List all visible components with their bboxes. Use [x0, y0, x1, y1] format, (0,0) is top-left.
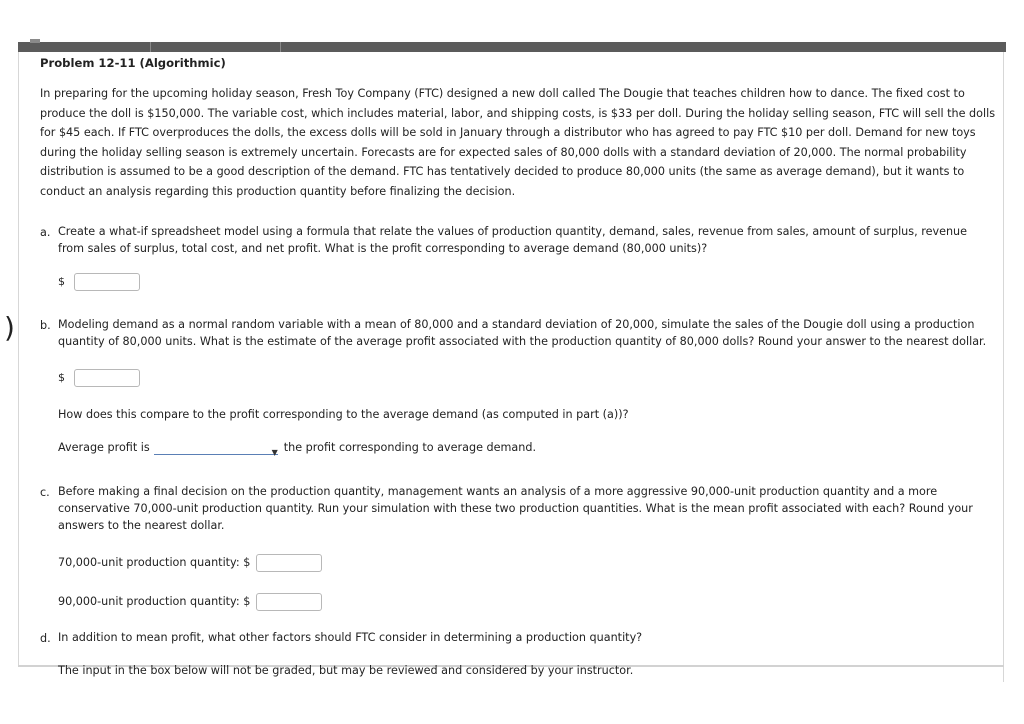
part-d	[40, 629, 996, 679]
qty-90k-answer-input[interactable]	[256, 593, 322, 611]
frame-left-border	[18, 52, 19, 666]
top-toolbar-strip	[18, 42, 1006, 52]
part-d-note: The input in the box below will not be graded, but may be reviewed and considered by your instructor.	[58, 663, 634, 677]
part-c	[40, 483, 996, 613]
part-a-letter: a.	[40, 225, 51, 239]
qty-70k-answer-input[interactable]	[256, 554, 322, 572]
problem-content	[40, 54, 996, 679]
currency-label: $	[58, 370, 65, 384]
chevron-down-icon[interactable]: ▼	[271, 448, 278, 458]
part-b-letter: b.	[40, 318, 51, 332]
qty-90k-label: 90,000-unit production quantity: $	[58, 594, 251, 608]
compare-suffix: the profit corresponding to average demand.	[283, 440, 537, 454]
toolbar-divider	[150, 42, 151, 52]
compare-dropdown[interactable]	[154, 440, 278, 458]
part-a	[40, 223, 996, 293]
part-d-question: In addition to mean profit, what other factors should FTC consider in determining a production quantity?	[58, 630, 643, 644]
compare-prefix: Average profit is	[58, 440, 150, 454]
currency-label: $	[58, 274, 65, 288]
part-c-letter: c.	[40, 485, 50, 499]
part-d-letter: d.	[40, 631, 51, 645]
part-b	[40, 316, 996, 457]
part-b-answer-input[interactable]	[74, 369, 140, 387]
left-parenthesis-icon: )	[4, 311, 15, 344]
part-b-question: Modeling demand as a normal random variable with a mean of 80,000 and a standard deviation of 20,000, simulate the sales of the Dougie doll using a production quantity of 80,000 units. What is the estimate of the average profit associated with the production quantity of 80,000 dolls? Round your answer to the nearest dollar.	[58, 317, 987, 348]
frame-right-border	[1003, 52, 1004, 682]
problem-title: Problem 12-11 (Algorithmic)	[40, 56, 226, 70]
qty-70k-label: 70,000-unit production quantity: $	[58, 555, 251, 569]
part-c-question: Before making a final decision on the production quantity, management wants an analysis of a more aggressive 90,000-unit production quantity and a more conservative 70,000-unit production quantity. Run your simulation with these two production quantities. What is the mean profit associated with each? Round your answers to the nearest dollar.	[58, 484, 973, 532]
part-a-question: Create a what-if spreadsheet model using a formula that relate the values of production quantity, demand, sales, revenue from sales, amount of surplus, revenue from sales of surplus, total cost, and net profit. What is the profit corresponding to average demand (80,000 units)?	[58, 224, 968, 255]
part-b-compare-question: How does this compare to the profit corresponding to the average demand (as computed in part (a))?	[58, 407, 629, 421]
part-a-answer-input[interactable]	[74, 273, 140, 291]
problem-intro: In preparing for the upcoming holiday season, Fresh Toy Company (FTC) designed a new doll called The Dougie that teaches children how to dance. The fixed cost to produce the doll is $150,000. The variable cost, which includes material, labor, and shipping costs, is $33 per doll. During the holiday selling season, FTC will sell the dolls for $45 each. If FTC overproduces the dolls, the excess dolls will be sold in January through a distributor who has agreed to pay FTC $10 per doll. Demand for new toys during the holiday selling season is extremely uncertain. Forecasts are for expected sales of 80,000 dolls with a standard deviation of 20,000. The normal probability distribution is assumed to be a good description of the demand. FTC has tentatively decided to produce 80,000 units (the same as average demand), but it wants to conduct an analysis regarding this production quantity before finalizing the decision.	[40, 87, 996, 198]
corner-mark	[30, 39, 40, 43]
toolbar-divider	[280, 42, 281, 52]
